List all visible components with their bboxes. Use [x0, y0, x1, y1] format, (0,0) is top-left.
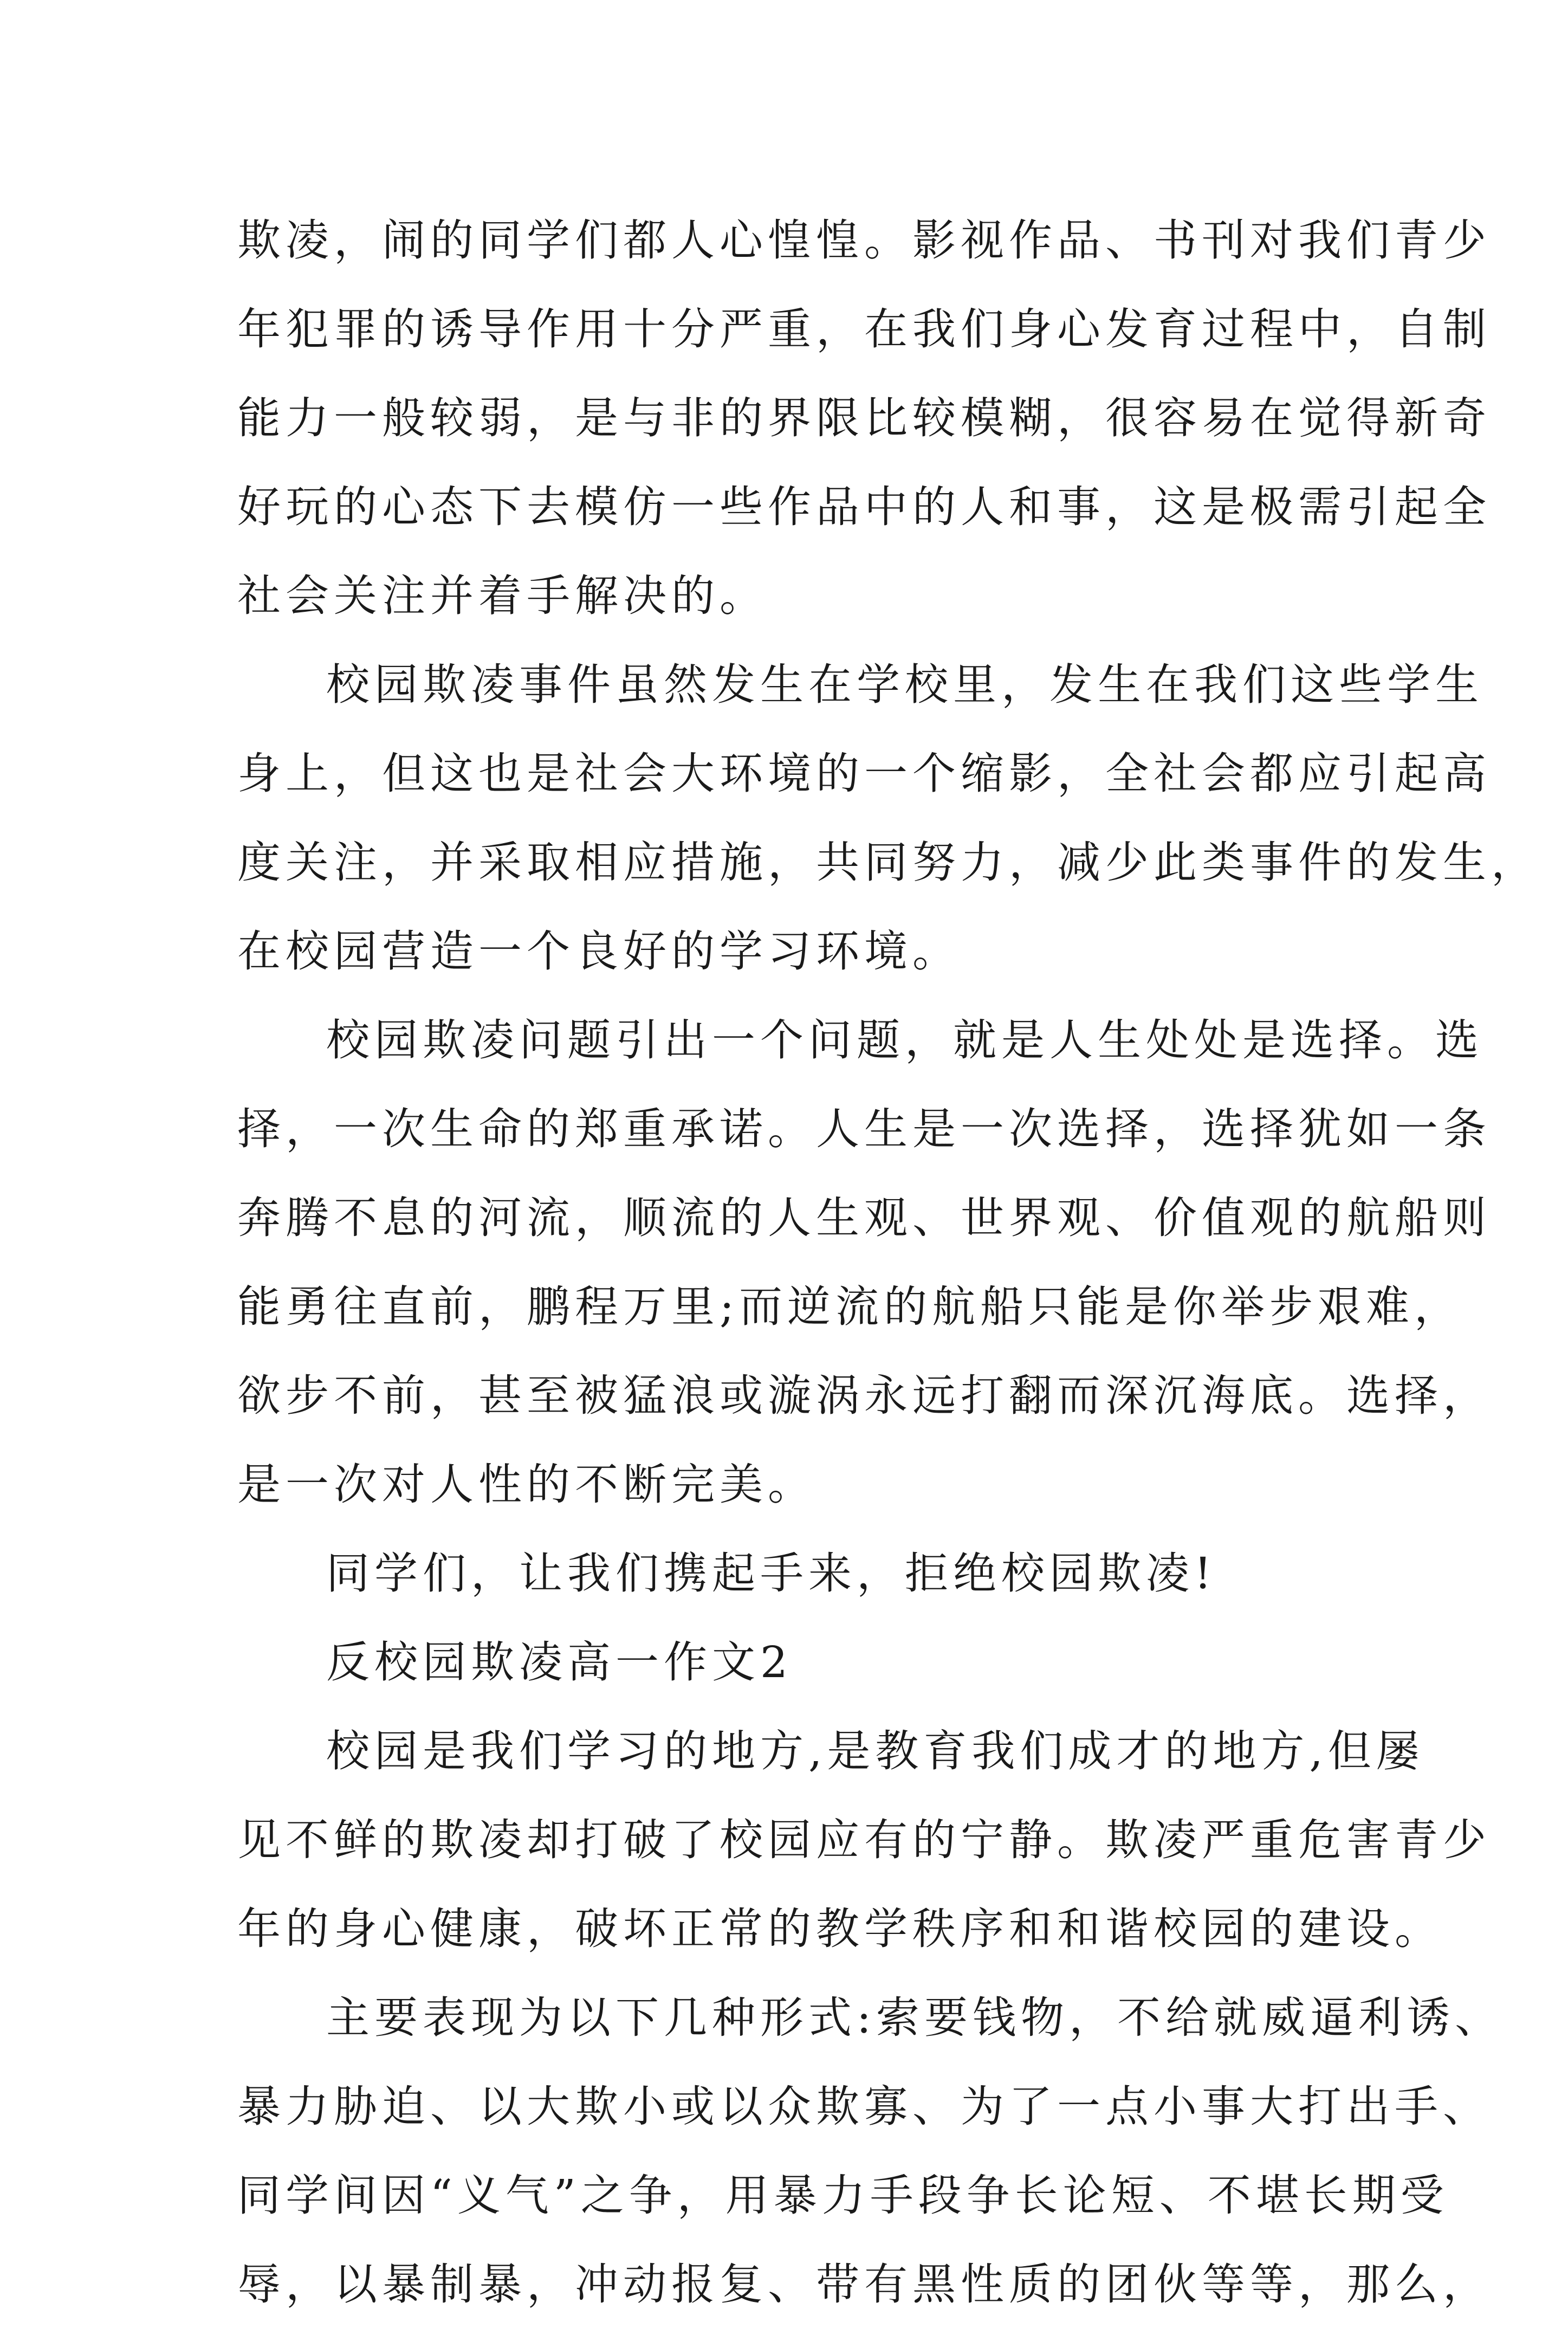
text-line: 能勇往直前，鹏程万里;而逆流的航船只能是你举步艰难，	[237, 1282, 1462, 1332]
text-line: 见不鲜的欺凌却打破了校园应有的宁静。欺凌严重危害青少	[237, 1815, 1491, 1865]
text-line: 在校园营造一个良好的学习环境。	[237, 926, 961, 976]
text-line: 校园欺凌事件虽然发生在学校里，发生在我们这些学生	[326, 659, 1483, 710]
text-line: 主要表现为以下几种形式:索要钱物，不给就威逼利诱、	[326, 1992, 1503, 2043]
text-line: 身上，但这也是社会大环境的一个缩影，全社会都应引起高	[237, 748, 1491, 799]
text-line: 同学间因“义气”之争，用暴力手段争长论短、不堪长期受	[237, 2170, 1449, 2221]
text-line: 同学们，让我们携起手来，拒绝校园欺凌!	[326, 1548, 1217, 1599]
text-line: 欲步不前，甚至被猛浪或漩涡永远打翻而深沉海底。选择，	[237, 1370, 1491, 1421]
text-line: 能力一般较弱，是与非的界限比较模糊，很容易在觉得新奇	[237, 393, 1491, 443]
text-line: 奔腾不息的河流，顺流的人生观、世界观、价值观的航船则	[237, 1193, 1491, 1243]
text-line: 社会关注并着手解决的。	[237, 571, 768, 621]
text-line: 校园是我们学习的地方,是教育我们成才的地方,但屡	[326, 1726, 1424, 1776]
text-line: 择，一次生命的郑重承诺。人生是一次选择，选择犹如一条	[237, 1104, 1491, 1154]
text-line: 度关注，并采取相应措施，共同努力，减少此类事件的发生，	[237, 837, 1539, 888]
text-line: 暴力胁迫、以大欺小或以众欺寡、为了一点小事大打出手、	[237, 2081, 1491, 2132]
text-line: 是一次对人性的不断完美。	[237, 1459, 816, 1510]
document-body	[237, 196, 1539, 2329]
text-line: 反校园欺凌高一作文2	[326, 1637, 793, 1687]
text-line: 校园欺凌问题引出一个问题，就是人生处处是选择。选	[326, 1015, 1483, 1065]
text-line: 年的身心健康，破坏正常的教学秩序和和谐校园的建设。	[237, 1904, 1443, 1954]
text-line: 辱，以暴制暴，冲动报复、带有黑性质的团伙等等，那么，	[237, 2259, 1491, 2309]
text-line: 好玩的心态下去模仿一些作品中的人和事，这是极需引起全	[237, 482, 1491, 532]
text-line: 年犯罪的诱导作用十分严重，在我们身心发育过程中，自制	[237, 304, 1491, 354]
text-line: 欺凌，闹的同学们都人心惶惶。影视作品、书刊对我们青少	[237, 215, 1491, 266]
